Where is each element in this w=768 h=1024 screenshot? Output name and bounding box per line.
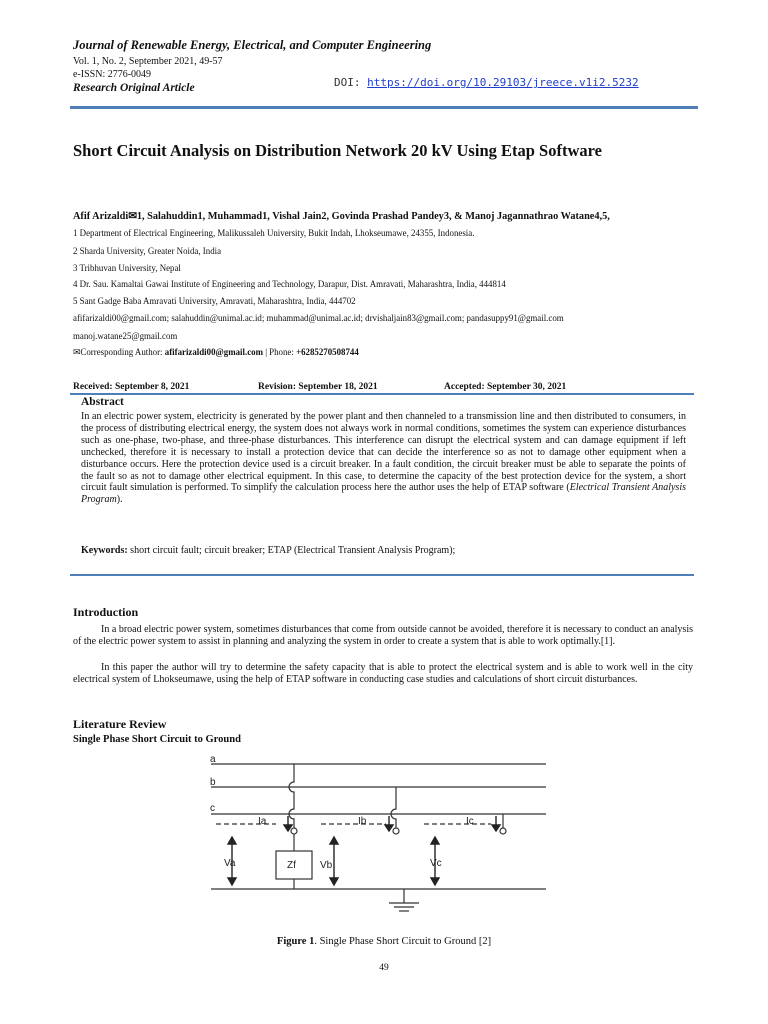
intro-paragraph-2: In this paper the author will try to determine the safety capacity that is able to protect the electrical system and is able to work well in the city electrical system of Lhokseumawe, using the help of ETAP software in conducting case studies and calculations of short circuit disturbances. bbox=[73, 662, 693, 686]
author-emails: afifarizaldi00@gmail.com; salahuddin@unimal.ac.id; muhammad@unimal.ac.id; drvishaljain83@gmail.com; pandasuppy91@gmail.com bbox=[73, 313, 564, 323]
author-list: Afif Arizaldi✉1, Salahuddin1, Muhammad1, Vishal Jain2, Govinda Prashad Pandey3, & Manoj Jagannathrao Watane4,5, bbox=[73, 211, 610, 222]
label-b: b bbox=[210, 777, 216, 788]
phase-b-terminal bbox=[393, 828, 399, 834]
abstract-body bbox=[81, 411, 686, 506]
caption-text: . Single Phase Short Circuit to Ground [2] bbox=[314, 936, 492, 947]
issn: e-ISSN: 2776-0049 bbox=[73, 69, 152, 80]
header-rule bbox=[70, 106, 698, 109]
volume-info: Vol. 1, No. 2, September 2021, 49-57 bbox=[73, 56, 223, 67]
phase-c-terminal bbox=[500, 828, 506, 834]
keywords-label: Keywords: bbox=[81, 545, 128, 556]
abstract-text: In an electric power system, electricity is generated by the power plant and then channeled to a transmission line and then distributed to consumers, in the process of distributing electrical energy, the system does not always work in normal conditions, sometimes the system can experience disturbances such as one-phase, two-phase, and three-phase disturbances. This interference can disrupt the electrical system and can damage equipment if left unchecked, therefore it is necessary to install a protection device that can decide the interference so as not to damage other equipment when a disturbance occurs. Here the protection device used is a circuit breaker. In a fault condition, the circuit breaker must be able to separate the points of the fault so as not to damage other electrical equipment. In this case, to determine the capacity of the best protection device for the system, a short circuit fault simulation is performed. To simplify the calculation process here the author uses the help of ETAP software ( bbox=[81, 411, 686, 494]
revision-date: Revision: September 18, 2021 bbox=[258, 382, 378, 392]
author-emails-cont: manoj.watane25@gmail.com bbox=[73, 331, 178, 341]
corresponding-author bbox=[73, 347, 713, 358]
intro-paragraph-1: In a broad electric power system, sometimes disturbances that come from outside cannot be avoided, therefore it is necessary to conduct an analysis of the electric power system to assist in planning and analyzing the system in order to create a system that is able to work optimally.[1]. bbox=[73, 624, 693, 648]
label-a: a bbox=[210, 756, 216, 765]
affiliation-5: 5 Sant Gadge Baba Amravati University, Amravati, Maharashtra, India, 444702 bbox=[73, 296, 356, 306]
circuit-diagram bbox=[206, 756, 551, 928]
label-Ia: Ia bbox=[258, 816, 267, 827]
label-Ib: Ib bbox=[358, 816, 367, 827]
affiliation-2: 2 Sharda University, Greater Noida, India bbox=[73, 246, 222, 256]
doi bbox=[334, 76, 639, 89]
keywords-text: short circuit fault; circuit breaker; ETAP (Electrical Transient Analysis Program); bbox=[127, 545, 456, 556]
affiliation-3: 3 Tribhuvan University, Nepal bbox=[73, 263, 181, 273]
article-type: Research Original Article bbox=[73, 82, 195, 94]
label-Vc: Vc bbox=[430, 858, 442, 869]
abstract-heading: Abstract bbox=[81, 396, 124, 408]
dates-rule bbox=[70, 393, 694, 395]
abstract-end: ). bbox=[116, 494, 123, 506]
doi-label: DOI: bbox=[334, 76, 361, 89]
label-Va: Va bbox=[224, 858, 236, 869]
doi-link[interactable]: https://doi.org/10.29103/jreece.v1i2.5232 bbox=[367, 76, 639, 89]
label-Vb: Vb bbox=[320, 860, 333, 871]
literature-heading: Literature Review bbox=[73, 717, 167, 731]
abstract-italic: Electrical Transient Analysis Program bbox=[81, 482, 686, 506]
affiliation-1: 1 Department of Electrical Engineering, Malikussaleh University, Bukit Indah, Lhokseumawe, 24355, Indonesia. bbox=[73, 228, 475, 238]
label-c: c bbox=[210, 803, 215, 814]
paper-title: Short Circuit Analysis on Distribution Network 20 kV Using Etap Software bbox=[73, 141, 602, 160]
phone-sep: | Phone: bbox=[262, 347, 297, 357]
label-Ic: Ic bbox=[466, 816, 474, 827]
phase-a-drop bbox=[289, 764, 294, 828]
phase-b-drop bbox=[391, 787, 396, 828]
label-Zf: Zf bbox=[287, 860, 296, 871]
corresponding-label: ✉Corresponding Author: bbox=[73, 347, 165, 357]
phase-a-terminal bbox=[291, 828, 297, 834]
corresponding-email[interactable]: afifarizaldi00@gmail.com bbox=[164, 347, 263, 357]
keywords bbox=[81, 545, 686, 556]
figure-1-caption bbox=[0, 936, 768, 947]
figure-1 bbox=[206, 756, 551, 932]
introduction-heading: Introduction bbox=[73, 605, 139, 619]
received-date: Received: September 8, 2021 bbox=[73, 382, 190, 392]
journal-name: Journal of Renewable Energy, Electrical, and Computer Engineering bbox=[73, 38, 432, 52]
corresponding-phone: +6285270508744 bbox=[296, 347, 359, 357]
abstract-rule bbox=[70, 574, 694, 576]
caption-label: Figure 1 bbox=[276, 936, 315, 947]
accepted-date: Accepted: September 30, 2021 bbox=[444, 382, 567, 392]
literature-subheading: Single Phase Short Circuit to Ground bbox=[73, 734, 241, 745]
affiliation-4: 4 Dr. Sau. Kamaltai Gawai Institute of Engineering and Technology, Darapur, Dist. Amravati, Maharashtra, India, 444814 bbox=[73, 279, 506, 289]
page-number: 49 bbox=[379, 963, 389, 973]
